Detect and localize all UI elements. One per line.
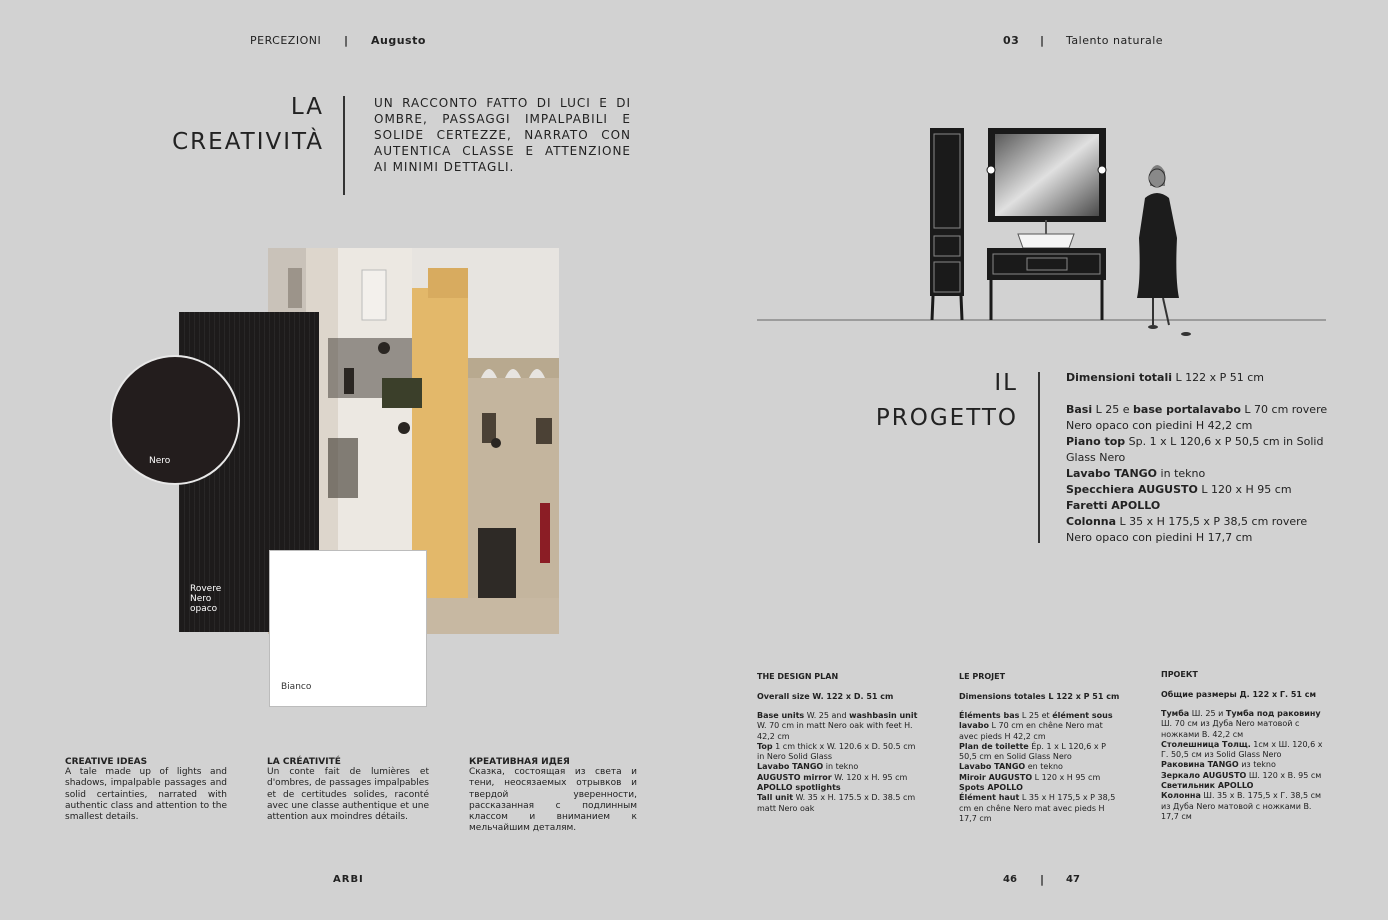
mirror-drawing — [987, 128, 1106, 222]
translation-col-ru — [469, 757, 637, 835]
bianco-label: Bianco — [281, 682, 312, 692]
spec-label: Piano top — [1066, 435, 1126, 448]
spec-lavabo — [1066, 466, 1332, 482]
design-col-en — [757, 672, 921, 814]
design-label: Miroir AUGUSTO — [959, 772, 1033, 782]
design-label: Top — [757, 741, 773, 751]
page-number-left: 46 — [1003, 874, 1017, 885]
design-label: élément sous lavabo — [959, 711, 1113, 731]
title-divider — [1038, 372, 1040, 543]
spec-label: base portalavabo — [1133, 403, 1241, 416]
design-col-heading: THE DESIGN PLAN — [757, 672, 839, 681]
design-text: W. 70 cm in matt Nero oak with feet H. 42,2 cm — [757, 721, 913, 741]
title-divider — [343, 96, 345, 195]
footer-brand: ARBI — [333, 874, 364, 885]
design-text: Ш. 70 см из Дуба Nero матовой с ножками В. 42,2 см — [1161, 719, 1300, 739]
design-label: Éléments bas — [959, 711, 1020, 720]
design-col-body — [1161, 709, 1327, 822]
tall-column-drawing — [930, 128, 964, 320]
design-col-heading: ПРОЕКТ — [1161, 670, 1198, 679]
design-label: Зеркало AUGUSTO — [1161, 770, 1247, 780]
header-separator: | — [1040, 34, 1045, 47]
title-line-1: IL — [994, 370, 1018, 396]
spec-value: L 35 x H 175,5 x P 38,5 cm rovere Nero opaco con piedini H 17,7 cm — [1066, 515, 1308, 544]
design-label: Колонна — [1161, 791, 1201, 801]
design-col-overall: Dimensions totales L 122 x P 51 cm — [959, 692, 1120, 701]
design-col-body — [757, 711, 921, 814]
spec-faretti — [1066, 498, 1332, 514]
title-line-2: PROGETTO — [875, 405, 1018, 431]
section-label: PERCEZIONI — [250, 34, 322, 47]
nero-label: Nero — [149, 456, 171, 466]
intro-text: UN RACCONTO FATTO DI LUCI E DI OMBRE, PASSAGGI IMPALPABILI E SOLIDE CERTEZZE, NARRATO CON AUTENTICA CLASSE E ATTENZIONE AI MINIMI DETTAGLI. — [374, 96, 631, 174]
spec-value: Sp. 1 x L 120,6 x P 50,5 cm in Solid Glass Nero — [1066, 435, 1324, 464]
spec-basi — [1066, 402, 1332, 434]
spec-value: L 122 x P 51 cm — [1172, 371, 1265, 384]
spec-value: in tekno — [1157, 467, 1206, 480]
design-label: Élément haut — [959, 793, 1020, 803]
nero-circle-swatch — [110, 355, 240, 485]
rovere-label-line: opaco — [190, 604, 218, 614]
spec-label: Faretti APOLLO — [1066, 499, 1161, 512]
rovere-label-line: Rovere — [190, 584, 222, 594]
spec-label: Lavabo TANGO — [1066, 467, 1158, 480]
col-body: Сказка, состоящая из света и тени, неосязаемых отрывков и твердой уверенности, рассказанная с подлинным классом и вниманием к мельчайшим деталям. — [469, 767, 637, 834]
design-text: L 25 et — [1019, 711, 1053, 720]
page-title-progetto — [820, 366, 1018, 436]
spec-value: L 70 cm rovere Nero opaco con piedini H 42,2 cm — [1066, 403, 1328, 432]
design-label: Lavabo TANGO — [757, 762, 824, 772]
design-text: из tekno — [1238, 760, 1276, 770]
design-text: in tekno — [823, 762, 859, 772]
chapter-title: Talento naturale — [1066, 34, 1164, 47]
design-col-fr — [959, 672, 1123, 824]
rovere-label-line: Nero — [190, 594, 212, 604]
collection-label: Augusto — [371, 34, 426, 47]
col-heading: CREATIVE IDEAS — [65, 757, 148, 767]
spec-label: Basi — [1066, 403, 1093, 416]
vanity-drawing — [987, 248, 1106, 320]
design-text: 1см х Ш. 120,6 х Г. 50,5 см из Solid Glass Nero — [1161, 739, 1323, 760]
col-body: A tale made up of lights and shadows, impalpable passages and solid certainties, narrated with authentic class and attention to the smallest details. — [65, 767, 227, 823]
title-line-1: LA — [290, 94, 324, 120]
design-col-ru — [1161, 670, 1327, 822]
design-text: Ш. 25 и — [1189, 709, 1226, 718]
page-title-creativita — [120, 90, 324, 160]
spec-label: Colonna — [1066, 515, 1117, 528]
header-separator: | — [344, 34, 349, 47]
design-label: Lavabo TANGO — [959, 762, 1026, 772]
col-body: Un conte fait de lumières et d'ombres, de passages impalpables et de certitudes solides, raconté avec une classe authentique et une attention aux moindres détails. — [267, 767, 429, 823]
design-label: AUGUSTO mirror — [757, 772, 832, 782]
design-label: washbasin unit — [849, 711, 918, 720]
col-heading: LA CRÉATIVITÉ — [267, 757, 341, 767]
design-text: L 120 x H 95 cm — [1032, 772, 1101, 782]
design-label: Base units — [757, 711, 805, 720]
spec-label: Dimensioni totali — [1066, 371, 1172, 384]
design-text: Ép. 1 x L 120,6 x P 50,5 cm en Solid Glass Nero — [959, 741, 1106, 762]
design-label: Plan de toilette — [959, 741, 1029, 751]
design-label: Tall unit — [757, 793, 794, 803]
design-text: L 70 cm en chêne Nero mat avec pieds H 42,2 cm — [959, 721, 1103, 741]
design-col-overall: Overall size W. 122 x D. 51 cm — [757, 692, 894, 701]
design-text: W. 35 x H. 175.5 x D. 38.5 cm matt Nero oak — [757, 793, 916, 813]
page-number-separator: | — [1040, 873, 1045, 886]
design-text: W. 120 x H. 95 cm — [831, 772, 908, 782]
spec-value: L 25 e — [1092, 403, 1134, 416]
spec-specchiera — [1066, 482, 1332, 498]
design-label: Раковина TANGO — [1161, 760, 1239, 770]
design-col-heading: LE PROJET — [959, 672, 1006, 681]
rovere-label — [190, 584, 221, 614]
furniture-illustration — [757, 120, 1327, 340]
design-text: Ш. 120 х В. 95 см — [1246, 770, 1322, 780]
design-label: Светильник APOLLO — [1161, 781, 1254, 791]
design-label: Тумба — [1161, 709, 1190, 718]
translation-col-fr — [267, 757, 429, 823]
chapter-number: 03 — [1003, 34, 1020, 47]
design-text: Ш. 35 х В. 175,5 х Г. 38,5 см из Дуба Nero матовой с ножками В. 17,7 см — [1161, 791, 1322, 821]
design-text: W. 25 and — [804, 711, 850, 720]
design-label: APOLLO spotlights — [757, 783, 841, 793]
translation-col-en — [65, 757, 227, 823]
design-label: Spots APOLLO — [959, 783, 1023, 793]
design-label: Тумба под раковину — [1225, 709, 1321, 718]
design-col-body — [959, 711, 1123, 824]
person-silhouette — [1137, 165, 1191, 336]
spec-colonna — [1066, 514, 1332, 546]
page-number-right: 47 — [1066, 874, 1080, 885]
spec-overall — [1066, 370, 1332, 386]
design-col-overall: Общие размеры Д. 122 х Г. 51 см — [1161, 690, 1317, 699]
design-text: en tekno — [1025, 762, 1063, 772]
design-text: L 35 x H 175,5 x P 38,5 cm en chêne Nero mat avec pieds H 17,7 cm — [959, 793, 1116, 823]
spec-value: L 120 x H 95 cm — [1197, 483, 1292, 496]
design-text: 1 cm thick x W. 120.6 x D. 50.5 cm in Nero Solid Glass — [757, 741, 916, 762]
design-label: Столешница Толщ. — [1161, 739, 1251, 749]
spec-piano — [1066, 434, 1332, 466]
title-line-2: CREATIVITÀ — [172, 129, 324, 155]
bianco-swatch — [269, 550, 427, 707]
spec-label: Specchiera AUGUSTO — [1066, 483, 1198, 496]
col-heading: КРЕАТИВНАЯ ИДЕЯ — [469, 757, 570, 767]
spec-list — [1066, 370, 1332, 546]
